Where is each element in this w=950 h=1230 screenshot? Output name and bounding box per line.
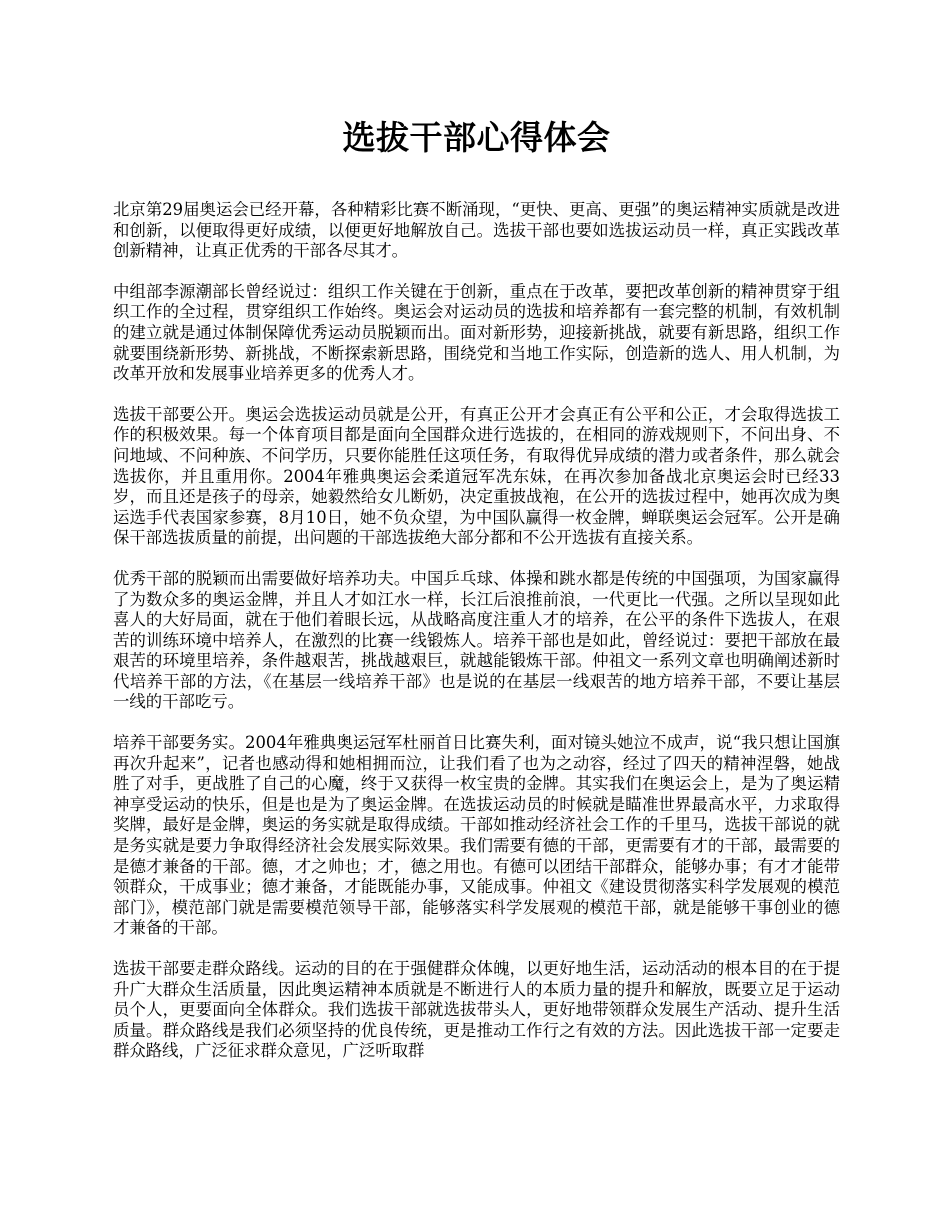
paragraph-3: 选拔干部要公开。奥运会选拔运动员就是公开，有真正公开才会真正有公平和公正，才会取得选拔工作的积极效果。每一个体育项目都是面向全国群众进行选拔的，在相同的游戏规则下，不问出身、不问地域、不问种族、不问学历，只要你能胜任这项任务，有取得优异成绩的潜力或者条件，那么就会选拔你，并且重用你。2004年雅典奥运会柔道冠军冼东妹，在再次参加备战北京奥运会时已经33岁，而且还是孩子的母亲，她毅然给女儿断奶，决定重披战袍，在公开的选拔过程中，她再次成为奥运选手代表国家参赛，8月10日，她不负众望，为中国队赢得一枚金牌，蝉联奥运会冠军。公开是确保干部选拔质量的前提，出问题的干部选拔绝大部分都和不公开选拔有直接关系。 <box>113 404 840 548</box>
paragraph-2: 中组部李源潮部长曾经说过：组织工作关键在于创新，重点在于改革，要把改革创新的精神贯穿于组织工作的全过程，贯穿组织工作始终。奥运会对运动员的选拔和培养都有一套完整的机制，有效机制的建立就是通过体制保障优秀运动员脱颖而出。面对新形势，迎接新挑战，就要有新思路，组织工作就要围绕新形势、新挑战，不断探索新思路，围绕党和当地工作实际，创造新的选人、用人机制，为改革开放和发展事业培养更多的优秀人才。 <box>113 281 840 384</box>
paragraph-1: 北京第29届奥运会已经开幕，各种精彩比赛不断涌现，“更快、更高、更强”的奥运精神实质就是改进和创新，以便取得更好成绩，以便更好地解放自己。选拔干部也要如选拔运动员一样，真正实践改革创新精神，让真正优秀的干部各尽其才。 <box>113 200 840 261</box>
document-title: 选拔干部心得体会 <box>342 118 611 157</box>
paragraph-4: 优秀干部的脱颖而出需要做好培养功夫。中国乒乓球、体操和跳水都是传统的中国强项，为国家赢得了为数众多的奥运金牌，并且人才如江水一样，长江后浪推前浪，一代更比一代强。之所以呈现如此喜人的大好局面，就在于他们着眼长远，从战略高度注重人才的培养，在公平的条件下选拔人，在艰苦的训练环境中培养人，在激烈的比赛一线锻炼人。培养干部也是如此，曾经说过：要把干部放在最艰苦的环境里培养，条件越艰苦，挑战越艰巨，就越能锻炼干部。仲祖文一系列文章也明确阐述新时代培养干部的方法，《在基层一线培养干部》也是说的在基层一线艰苦的地方培养干部，不要让基层一线的干部吃亏。 <box>113 568 840 712</box>
document-page <box>113 110 840 1082</box>
paragraph-5: 培养干部要务实。2004年雅典奥运冠军杜丽首日比赛失利，面对镜头她泣不成声，说“我只想让国旗再次升起来”，记者也感动得和她相拥而泣，让我们看了也为之动容，经过了四天的精神涅磐，她战胜了对手，更战胜了自己的心魔，终于又获得一枚宝贵的金牌。其实我们在奥运会上，是为了奥运精神享受运动的快乐，但是也是为了奥运金牌。在选拔运动员的时候就是瞄准世界最高水平，力求取得奖牌，最好是金牌，奥运的务实就是取得成绩。干部如推动经济社会工作的千里马，选拔干部说的就是务实就是要力争取得经济社会发展实际效果。我们需要有德的干部，更需要有才的干部，最需要的是德才兼备的干部。德，才之帅也；才，德之用也。有德可以团结干部群众，能够办事；有才才能带领群众，干成事业；德才兼备，才能既能办事，又能成事。仲祖文《建设贯彻落实科学发展观的模范部门》，模范部门就是需要模范领导干部，能够落实科学发展观的模范干部，就是能够干事创业的德才兼备的干部。 <box>113 733 840 938</box>
paragraph-6: 选拔干部要走群众路线。运动的目的在于强健群众体魄，以更好地生活，运动活动的根本目的在于提升广大群众生活质量，因此奥运精神本质就是不断进行人的本质力量的提升和解放，既要立足于运动员个人，更要面向全体群众。我们选拔干部就选拔带头人，更好地带领群众发展生产活动、提升生活质量。群众路线是我们必须坚持的优良传统，更是推动工作行之有效的方法。因此选拔干部一定要走群众路线，广泛征求群众意见，广泛听取群 <box>113 959 840 1061</box>
